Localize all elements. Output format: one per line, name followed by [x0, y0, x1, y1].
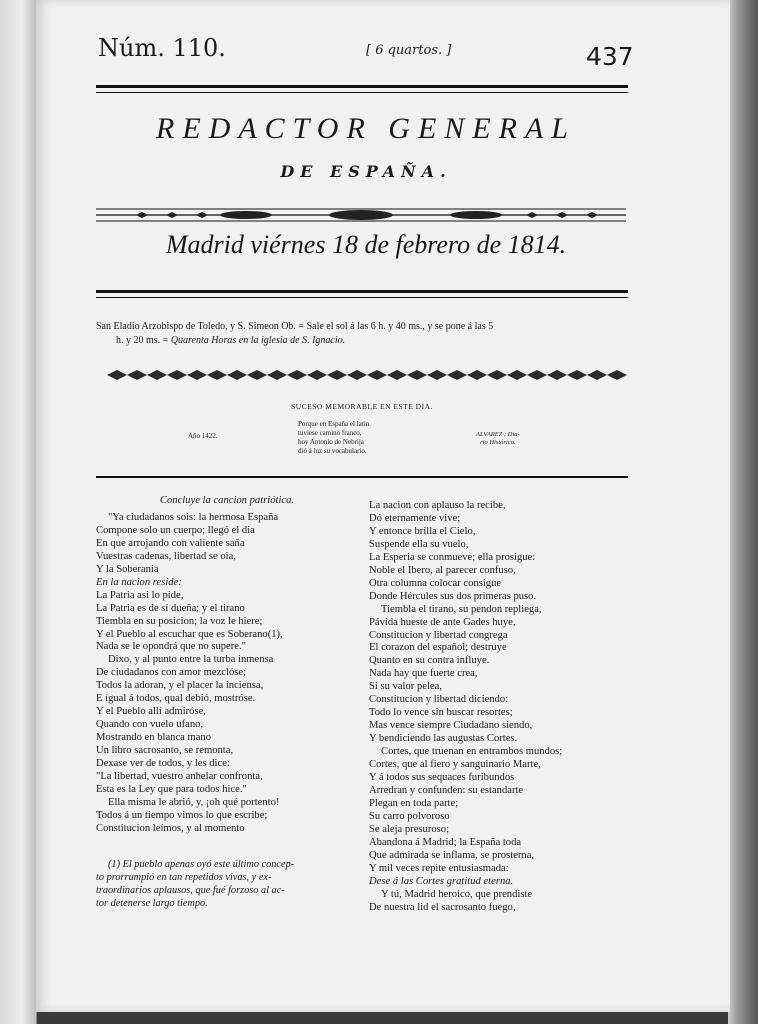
event-source-line: rio Histórico.: [480, 439, 516, 446]
poem-line: "La libertad, vuestro anhelar confronta,: [96, 771, 263, 783]
poem-line: Esta es la Ley que para todos hice.": [96, 783, 247, 795]
masthead-subtitle: DE ESPAÑA.: [280, 162, 452, 181]
event-quote: [298, 420, 369, 456]
poem-line: Dese á las Cortes gratitud eterna.: [369, 875, 514, 887]
event-quote-line: hoy Antonio de Nebrija: [298, 438, 364, 446]
almanac-line-1: San Eladio Arzobispo de Toledo, y S. Simeon Ob. = Sale el sol á las 6 h. y 40 ms., y se pone á las 5: [96, 321, 494, 332]
page-number: 437: [586, 42, 634, 71]
poem-line: "Ya ciudadanos sois: la hermosa España: [108, 511, 279, 523]
event-quote-line: tuviese camino franco,: [298, 429, 362, 437]
poem-line: De nuestra lid el sacrosanto fuego,: [369, 901, 516, 913]
facing-page-edge: [0, 0, 37, 1024]
poem-line: Dixo, y al punto entre la turba inmensa: [108, 654, 274, 666]
event-heading: SUCESO MEMORABLE EN ESTE DIA.: [291, 402, 433, 411]
poem-line: Tiembla el tirano, su pendon repliega,: [381, 603, 542, 615]
poem-line: Quanto en su contra influye.: [369, 655, 490, 667]
poem-line: Constitucion y libertad congrega: [369, 629, 508, 641]
footnote-line: traordinarios aplausos, que fué forzoso al ac-: [96, 885, 285, 896]
poem-line: Plegan en toda parte;: [369, 797, 459, 809]
poem-line: Todos la adoran, y el placer la inciensa,: [96, 680, 264, 692]
poem-line: Y el Pueblo allí admiróse,: [96, 706, 206, 718]
poem-line: Y el Pueblo al escuchar que es Soberano(1),: [96, 628, 283, 640]
almanac-notice: [96, 320, 628, 348]
almanac-line-2: [96, 334, 628, 348]
poem-line: Y tú, Madrid heroico, que prendiste: [381, 888, 533, 900]
ornament-divider-top: [96, 206, 626, 224]
poem-line: Se aleja presuroso;: [369, 823, 450, 835]
poem-line: Otra columna colocar consigue: [369, 577, 502, 589]
ornament-diamond-border: [102, 369, 632, 381]
header-rule-top: [96, 85, 628, 88]
issue-price: [ 6 quartos. ]: [366, 43, 452, 58]
poem-line: E igual á todos, qual debió, mostróse.: [96, 693, 256, 705]
header-rule-bottom: [96, 92, 628, 93]
event-quote-line: Porque en España el latin: [298, 420, 370, 428]
poem-heading: Concluye la cancion patriótica.: [159, 495, 295, 506]
poem-line: Y mil veces repite entusiasmada:: [369, 862, 509, 874]
poem-line: Cortes, que al fiero y sanguinario Marte,: [369, 759, 541, 771]
poem-line: Pávida hueste de ante Gades huye,: [369, 616, 516, 628]
masthead-title: REDACTOR GENERAL: [156, 112, 576, 145]
poem-line: El corazon del español; destruye: [369, 642, 507, 654]
section-rule: [96, 476, 628, 478]
poem-line: Y la Soberania: [96, 563, 159, 575]
poem-line: Todos á un tiempo vimos lo que escribe;: [96, 809, 268, 821]
footnote: [96, 858, 358, 910]
event-source: [476, 431, 520, 447]
poem-line: Un libro sacrosanto, se remonta,: [96, 745, 234, 757]
poem-line: Abandona á Madrid; la España toda: [369, 836, 522, 848]
poem-column-left: [96, 495, 358, 836]
poem-line: En que arrojando con valiente saña: [96, 537, 245, 549]
event-source-line: ALVAREZ ; Dia-: [476, 431, 520, 438]
issue-number: Núm. 110.: [98, 34, 226, 62]
poem-line: Si su valor pelea,: [369, 681, 442, 693]
dateline: Madrid viérnes 18 de febrero de 1814.: [165, 230, 567, 259]
poem-line: Noble el Ibero, al parecer confuso,: [369, 564, 516, 576]
almanac-time: h. y 20 ms. =: [116, 335, 171, 346]
date-rule-bottom: [96, 297, 628, 298]
poem-line: Quando con vuelo ufano,: [96, 719, 204, 731]
poem-line: Y entonce brilla el Cielo,: [369, 525, 476, 537]
poem-line: Mostrando en blanca mano: [96, 732, 212, 744]
event-year: Año 1422.: [188, 432, 218, 440]
poem-line: Suspende ella su vuelo,: [369, 538, 469, 550]
poem-column-right: [369, 500, 639, 915]
poem-line: Arredran y confunden: su estandarte: [369, 784, 524, 796]
poem-line: Ella misma le abrió, y, ¡oh qué portento!: [108, 796, 280, 808]
event-quote-line: dió á luz su vocabulario.: [298, 447, 367, 455]
poem-line: Cortes, que truenan en entrambos mundos;: [381, 746, 563, 758]
poem-line: Mas vence siempre Ciudadano siendo,: [369, 720, 533, 732]
poem-line: En la nacion reside:: [96, 576, 182, 588]
poem-line: Dexase ver de todos, y les dice:: [96, 758, 230, 770]
footnote-line: (1) El pueblo apenas oyó este último concep-: [108, 859, 295, 870]
date-rule-top: [96, 290, 628, 293]
page-stack-edge: [728, 0, 758, 1024]
footnote-line: to prorrumpió en tan repetidos vivas, y ex-: [96, 872, 272, 883]
poem-line: Que admirada se inflama, se prosterna,: [369, 849, 535, 861]
almanac-devotion: Quarenta Horas en la iglesia de S. Ignacio.: [170, 335, 346, 346]
poem-line: La Patria asi lo pide,: [96, 589, 184, 601]
poem-line: De ciudadanos con amor mezclóse;: [96, 667, 247, 679]
poem-line: Nada se le opondrá que no supere.": [96, 641, 246, 653]
poem-line: La nacion con aplauso la recibe,: [369, 500, 506, 511]
poem-line: Tiembla en su posicion; la voz le hiere;: [96, 615, 263, 627]
poem-line: Todo lo vence sin buscar resortes;: [369, 707, 513, 719]
poem-line: Dó eternamente vive;: [369, 512, 461, 524]
poem-line: Constitucion leímos, y al momento: [96, 822, 245, 834]
poem-line: La Esperia se conmueve; ella prosigue:: [369, 551, 536, 563]
poem-line: Su carro polvoroso: [369, 810, 450, 822]
poem-line: La Patria es de sí dueña; y el tirano: [96, 602, 245, 614]
poem-line: Donde Hércules sus dos primeras puso.: [369, 590, 537, 602]
poem-line: Constitucion y libertad diciendo:: [369, 694, 509, 706]
poem-line: Y á todos sus sequaces furibundos: [369, 772, 515, 784]
poem-line: Vuestras cadenas, libertad se oia,: [96, 550, 236, 562]
poem-line: Y bendiciendo las augustas Cortes.: [369, 733, 518, 745]
newspaper-page: [36, 0, 730, 1012]
footnote-line: tor detenerse largo tiempo.: [96, 898, 208, 909]
poem-line: Nada hay que fuerte crea,: [369, 668, 478, 680]
poem-line: Compone solo un cuerpo; llegó el dia: [96, 524, 255, 536]
